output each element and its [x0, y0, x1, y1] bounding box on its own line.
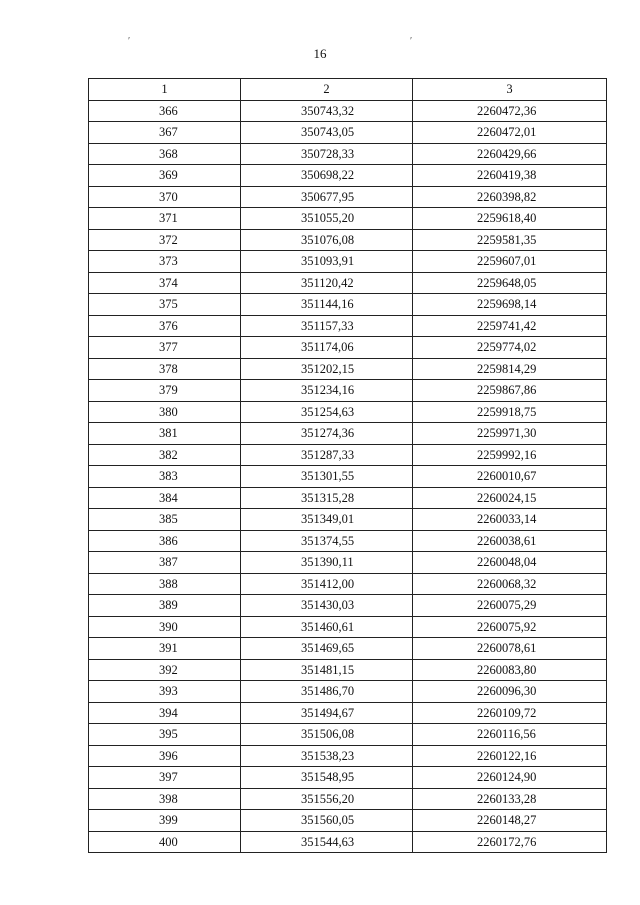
table-row	[89, 509, 607, 531]
y-coordinate-cell: 2260124,90	[413, 767, 607, 789]
y-coordinate-cell: 2260078,61	[413, 638, 607, 660]
table-row	[89, 444, 607, 466]
table-row	[89, 767, 607, 789]
y-coordinate-cell: 2260133,28	[413, 788, 607, 810]
x-coordinate-cell: 351301,55	[241, 466, 413, 488]
x-coordinate-cell: 351120,42	[241, 272, 413, 294]
table-body	[89, 100, 607, 853]
y-coordinate-cell: 2259648,05	[413, 272, 607, 294]
x-coordinate-cell: 351274,36	[241, 423, 413, 445]
y-coordinate-cell: 2260075,92	[413, 616, 607, 638]
y-coordinate-cell: 2259774,02	[413, 337, 607, 359]
y-coordinate-cell: 2259814,29	[413, 358, 607, 380]
table-row	[89, 229, 607, 251]
x-coordinate-cell: 351560,05	[241, 810, 413, 832]
point-number-cell: 399	[89, 810, 241, 832]
y-coordinate-cell: 2260122,16	[413, 745, 607, 767]
table-row	[89, 466, 607, 488]
point-number-cell: 373	[89, 251, 241, 273]
x-coordinate-cell: 351494,67	[241, 702, 413, 724]
x-coordinate-cell: 351486,70	[241, 681, 413, 703]
point-number-cell: 374	[89, 272, 241, 294]
point-number-cell: 375	[89, 294, 241, 316]
y-coordinate-cell: 2259971,30	[413, 423, 607, 445]
x-coordinate-cell: 351234,16	[241, 380, 413, 402]
table-row	[89, 810, 607, 832]
x-coordinate-cell: 351157,33	[241, 315, 413, 337]
table-row	[89, 315, 607, 337]
point-number-cell: 380	[89, 401, 241, 423]
x-coordinate-cell: 351254,63	[241, 401, 413, 423]
column-header: 1	[89, 79, 241, 101]
point-number-cell: 379	[89, 380, 241, 402]
table-row	[89, 380, 607, 402]
x-coordinate-cell: 351544,63	[241, 831, 413, 853]
table-row	[89, 401, 607, 423]
y-coordinate-cell: 2260419,38	[413, 165, 607, 187]
point-number-cell: 397	[89, 767, 241, 789]
point-number-cell: 393	[89, 681, 241, 703]
point-number-cell: 381	[89, 423, 241, 445]
point-number-cell: 392	[89, 659, 241, 681]
table-row	[89, 337, 607, 359]
y-coordinate-cell: 2260429,66	[413, 143, 607, 165]
y-coordinate-cell: 2260096,30	[413, 681, 607, 703]
point-number-cell: 378	[89, 358, 241, 380]
point-number-cell: 369	[89, 165, 241, 187]
table-row	[89, 100, 607, 122]
y-coordinate-cell: 2259618,40	[413, 208, 607, 230]
y-coordinate-cell: 2260472,01	[413, 122, 607, 144]
table-row	[89, 616, 607, 638]
x-coordinate-cell: 351481,15	[241, 659, 413, 681]
x-coordinate-cell: 351374,55	[241, 530, 413, 552]
x-coordinate-cell: 351093,91	[241, 251, 413, 273]
x-coordinate-cell: 351469,65	[241, 638, 413, 660]
table-row	[89, 251, 607, 273]
table-row	[89, 788, 607, 810]
y-coordinate-cell: 2260033,14	[413, 509, 607, 531]
scan-mark: ′	[410, 36, 413, 47]
x-coordinate-cell: 350743,32	[241, 100, 413, 122]
x-coordinate-cell: 351538,23	[241, 745, 413, 767]
table-row	[89, 595, 607, 617]
y-coordinate-cell: 2259918,75	[413, 401, 607, 423]
table-header-row	[89, 79, 607, 101]
table-row	[89, 294, 607, 316]
y-coordinate-cell: 2259607,01	[413, 251, 607, 273]
y-coordinate-cell: 2259867,86	[413, 380, 607, 402]
point-number-cell: 389	[89, 595, 241, 617]
x-coordinate-cell: 351202,15	[241, 358, 413, 380]
y-coordinate-cell: 2260010,67	[413, 466, 607, 488]
x-coordinate-cell: 350728,33	[241, 143, 413, 165]
table-row	[89, 122, 607, 144]
x-coordinate-cell: 351390,11	[241, 552, 413, 574]
y-coordinate-cell: 2260472,36	[413, 100, 607, 122]
x-coordinate-cell: 351174,06	[241, 337, 413, 359]
point-number-cell: 385	[89, 509, 241, 531]
x-coordinate-cell: 351076,08	[241, 229, 413, 251]
y-coordinate-cell: 2260075,29	[413, 595, 607, 617]
x-coordinate-cell: 351556,20	[241, 788, 413, 810]
table-row	[89, 208, 607, 230]
point-number-cell: 398	[89, 788, 241, 810]
x-coordinate-cell: 351460,61	[241, 616, 413, 638]
x-coordinate-cell: 351315,28	[241, 487, 413, 509]
x-coordinate-cell: 350743,05	[241, 122, 413, 144]
y-coordinate-cell: 2259992,16	[413, 444, 607, 466]
table-row	[89, 272, 607, 294]
y-coordinate-cell: 2259741,42	[413, 315, 607, 337]
y-coordinate-cell: 2260024,15	[413, 487, 607, 509]
y-coordinate-cell: 2260172,76	[413, 831, 607, 853]
table-row	[89, 681, 607, 703]
y-coordinate-cell: 2260398,82	[413, 186, 607, 208]
table-row	[89, 186, 607, 208]
table-row	[89, 423, 607, 445]
table-row	[89, 702, 607, 724]
point-number-cell: 371	[89, 208, 241, 230]
table-row	[89, 487, 607, 509]
point-number-cell: 384	[89, 487, 241, 509]
y-coordinate-cell: 2260048,04	[413, 552, 607, 574]
x-coordinate-cell: 351144,16	[241, 294, 413, 316]
x-coordinate-cell: 351349,01	[241, 509, 413, 531]
table-row	[89, 165, 607, 187]
y-coordinate-cell: 2260083,80	[413, 659, 607, 681]
point-number-cell: 366	[89, 100, 241, 122]
x-coordinate-cell: 351506,08	[241, 724, 413, 746]
point-number-cell: 376	[89, 315, 241, 337]
y-coordinate-cell: 2260109,72	[413, 702, 607, 724]
x-coordinate-cell: 351287,33	[241, 444, 413, 466]
point-number-cell: 367	[89, 122, 241, 144]
scan-mark: ′	[128, 36, 131, 47]
point-number-cell: 372	[89, 229, 241, 251]
column-header: 2	[241, 79, 413, 101]
point-number-cell: 386	[89, 530, 241, 552]
x-coordinate-cell: 350698,22	[241, 165, 413, 187]
y-coordinate-cell: 2259581,35	[413, 229, 607, 251]
x-coordinate-cell: 351548,95	[241, 767, 413, 789]
y-coordinate-cell: 2259698,14	[413, 294, 607, 316]
point-number-cell: 394	[89, 702, 241, 724]
y-coordinate-cell: 2260068,32	[413, 573, 607, 595]
coordinates-table	[88, 78, 607, 853]
x-coordinate-cell: 351055,20	[241, 208, 413, 230]
table-row	[89, 831, 607, 853]
table-row	[89, 143, 607, 165]
table-row	[89, 638, 607, 660]
table-row	[89, 573, 607, 595]
x-coordinate-cell: 351412,00	[241, 573, 413, 595]
column-header: 3	[413, 79, 607, 101]
point-number-cell: 390	[89, 616, 241, 638]
table-row	[89, 358, 607, 380]
y-coordinate-cell: 2260116,56	[413, 724, 607, 746]
point-number-cell: 383	[89, 466, 241, 488]
table-row	[89, 530, 607, 552]
point-number-cell: 382	[89, 444, 241, 466]
point-number-cell: 368	[89, 143, 241, 165]
table-row	[89, 552, 607, 574]
point-number-cell: 395	[89, 724, 241, 746]
point-number-cell: 388	[89, 573, 241, 595]
x-coordinate-cell: 350677,95	[241, 186, 413, 208]
point-number-cell: 370	[89, 186, 241, 208]
y-coordinate-cell: 2260038,61	[413, 530, 607, 552]
y-coordinate-cell: 2260148,27	[413, 810, 607, 832]
table-row	[89, 724, 607, 746]
table-row	[89, 659, 607, 681]
point-number-cell: 400	[89, 831, 241, 853]
point-number-cell: 377	[89, 337, 241, 359]
page-number: 16	[313, 46, 327, 61]
table-row	[89, 745, 607, 767]
point-number-cell: 387	[89, 552, 241, 574]
x-coordinate-cell: 351430,03	[241, 595, 413, 617]
point-number-cell: 391	[89, 638, 241, 660]
point-number-cell: 396	[89, 745, 241, 767]
